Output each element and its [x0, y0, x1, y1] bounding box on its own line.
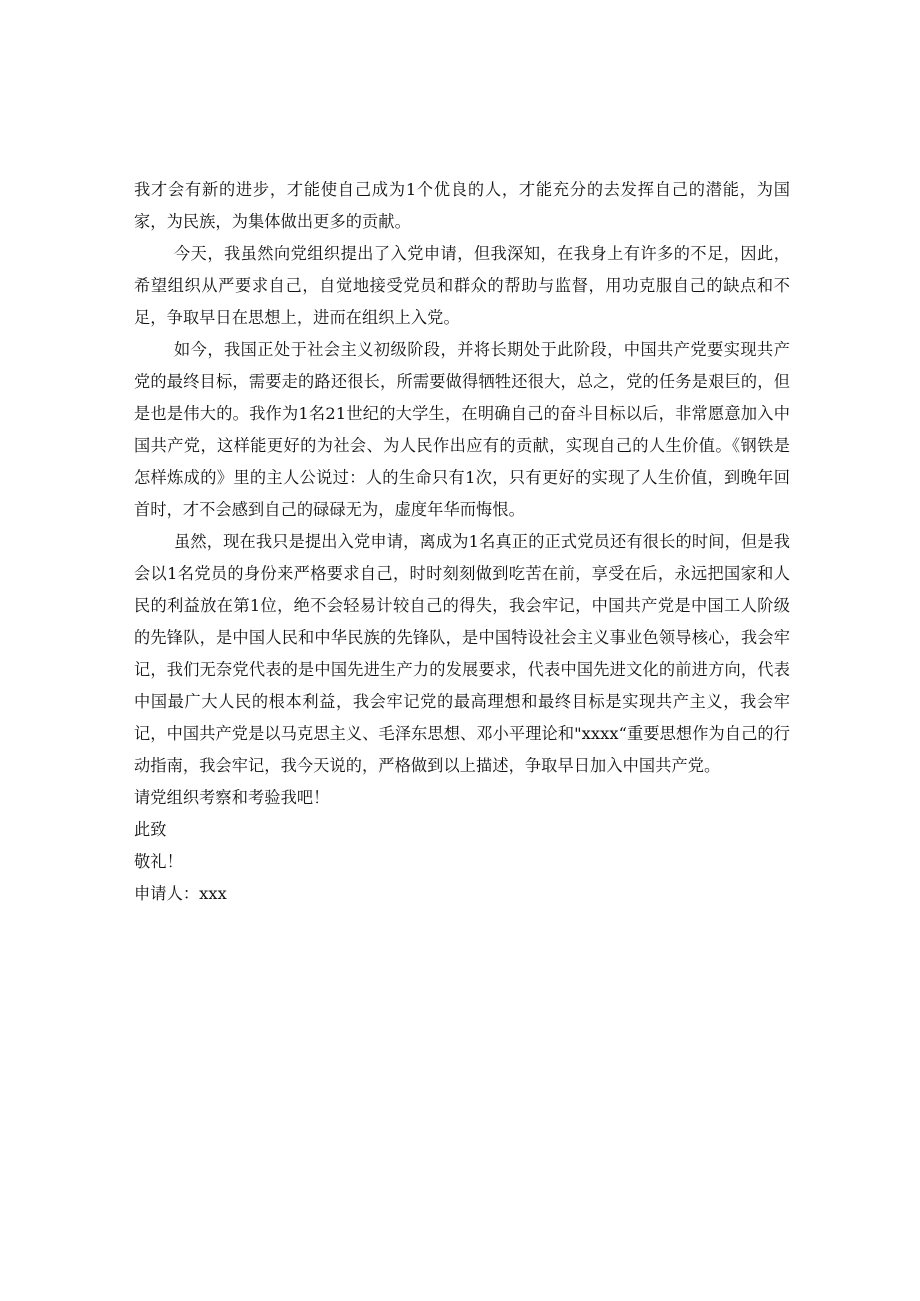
document-body — [134, 174, 790, 910]
paragraph-commitment: 虽然，现在我只是提出入党申请，离成为1名真正的正式党员还有很长的时间，但是我会以1名党员的身份来严格要求自己，时时刻刻做到吃苦在前，享受在后，永远把国家和人民的利益放在第1位，绝不会轻易计较自己的得失，我会牢记，中国共产党是中国工人阶级的先锋队，是中国人民和中华民族的先锋队，是中国特设社会主义事业色领导核心，我会牢记，我们无奈党代表的是中国先进生产力的发展要求，代表中国先进文化的前进方向，代表中国最广大人民的根本利益，我会牢记党的最高理想和最终目标是实现共产主义，我会牢记，中国共产党是以马克思主义、毛泽东思想、邓小平理论和"xxxx“重要思想作为自己的行动指南，我会牢记，我今天说的，严格做到以上描述，争取早日加入中国共产党。 — [134, 532, 790, 775]
closing-salutation-jingli: 敬礼！ — [134, 852, 183, 871]
paragraph-continuation: 我才会有新的进步，才能使自己成为1个优良的人，才能充分的去发挥自己的潜能，为国家，为民族，为集体做出更多的贡献。 — [134, 180, 790, 231]
paragraph-current-stage: 如今，我国正处于社会主义初级阶段，并将长期处于此阶段，中国共产党要实现共产党的最终目标，需要走的路还很长，所需要做得牺牲还很大，总之，党的任务是艰巨的，但是也是伟大的。我作为1名21世纪的大学生，在明确自己的奋斗目标以后，非常愿意加入中国共产党，这样能更好的为社会、为人民作出应有的贡献，实现自己的人生价值。《钢铁是怎样炼成的》里的主人公说过：人的生命只有1次，只有更好的实现了人生价值，到晚年回首时，才不会感到自己的碌碌无为，虚度年华而悔恨。 — [134, 340, 790, 519]
signature-line: 申请人：xxx — [134, 884, 227, 903]
closing-salutation-cizhi: 此致 — [134, 820, 167, 839]
paragraph-application: 今天，我虽然向党组织提出了入党申请，但我深知，在我身上有许多的不足，因此，希望组织从严要求自己，自觉地接受党员和群众的帮助与监督，用功克服自己的缺点和不足，争取早日在思想上，进而在组织上入党。 — [134, 244, 790, 327]
closing-request: 请党组织考察和考验我吧！ — [134, 788, 330, 807]
